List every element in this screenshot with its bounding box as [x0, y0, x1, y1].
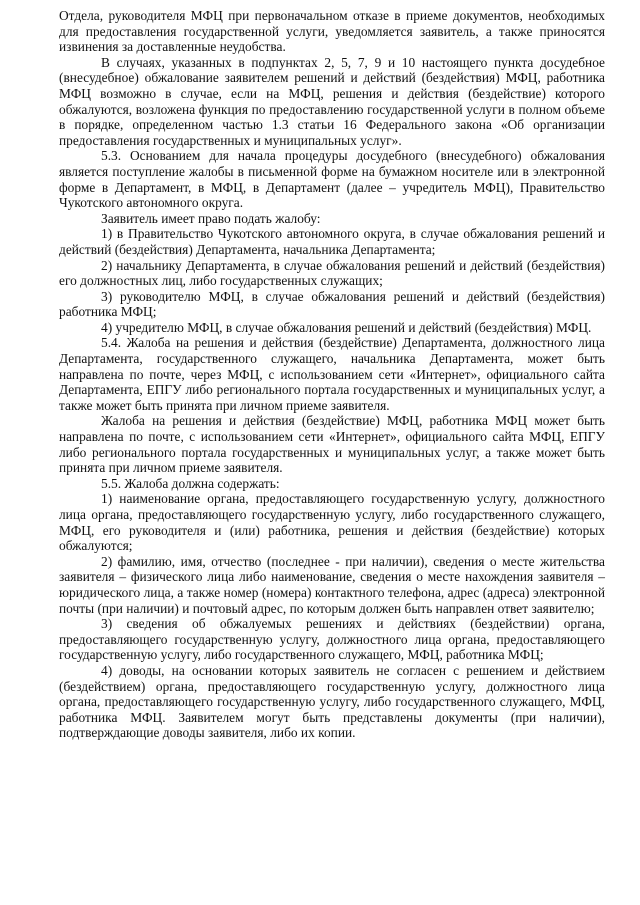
list-item-complaint-3: 3) руководителю МФЦ, в случае обжалования решений и действий (бездействия) работника МФЦ; — [59, 288, 605, 320]
list-item-content-2: 2) фамилию, имя, отчество (последнее - при наличии), сведения о месте жительства заявителя – физического лица либо наименование, сведения о месте нахождения заявителя – юридического лица, а также номер (номера) контактного телефона, адрес (адреса) электронной почты (при наличии) и почтовый адрес, по которым должен быть направлен ответ заявителю; — [59, 553, 605, 616]
paragraph-5-5: 5.5. Жалоба должна содержать: — [101, 475, 280, 491]
list-item-complaint-4: 4) учредителю МФЦ, в случае обжалования решений и действий (бездействия) МФЦ. — [101, 319, 592, 335]
paragraph-continuation: Отдела, руководителя МФЦ при первоначальном отказе в приеме документов, необходимых для предоставления государственной услуги, уведомляется заявитель, а также приносятся извинения за доставленные неудобства. — [59, 8, 605, 55]
paragraph-right-to-complain: Заявитель имеет право подать жалобу: — [101, 210, 321, 226]
paragraph-5-3: 5.3. Основанием для начала процедуры досудебного (внесудебного) обжалования является поступление жалобы в письменной форме на бумажном носителе или в электронной форме в Департамент, в МФЦ, в Департамент (далее – учредитель МФЦ), Правительство Чукотского автономного округа. — [59, 148, 605, 211]
paragraph-mfc-appeal-cases: В случаях, указанных в подпунктах 2, 5, 7, 9 и 10 настоящего пункта досудебное (внесудебное) обжалование заявителем решений и действий (бездействия) МФЦ, работника МФЦ возможно в случае, если на МФЦ, решения и действия (бездействие) которого обжалуются, возложена функция по предоставлению государственной услуги в полном объеме в порядке, определенном частью 1.3 статьи 16 Федерального закона «Об организации предоставления государственных и муниципальных услуг». — [59, 54, 605, 148]
list-item-content-4: 4) доводы, на основании которых заявитель не согласен с решением и действием (бездействием) органа, предоставляющего государственную услугу, должностного лица органа, предоставляющего государственную услугу, либо государственного служащего, МФЦ, работника МФЦ. Заявителем могут быть представлены документы (при наличии), подтверждающие доводы заявителя, либо их копии. — [59, 662, 605, 741]
paragraph-5-4: 5.4. Жалоба на решения и действия (бездействие) Департамента, должностного лица Департамента, государственного служащего, начальника Департамента, может быть направлена по почте, через МФЦ, с использованием сети «Интернет», официального сайта Департамента, ЕПГУ либо регионального портала государственных и муниципальных услуг, а также может быть принята при личном приеме заявителя. — [59, 335, 605, 413]
list-item-content-1: 1) наименование органа, предоставляющего государственную услугу, должностного лица органа, предоставляющего государственную услугу, либо государственного служащего, МФЦ, его руководителя и (или) работника, решения и действия (бездействие) которых обжалуются; — [59, 491, 605, 554]
list-item-content-3: 3) сведения об обжалуемых решениях и действиях (бездействии) органа, предоставляющего государственную услугу, должностного лица органа, предоставляющего государственную услугу, либо государственного служащего, МФЦ, работника МФЦ; — [59, 616, 605, 663]
paragraph-mfc-complaint-channels: Жалоба на решения и действия (бездействие) МФЦ, работника МФЦ может быть направлена по почте, с использованием сети «Интернет», официального сайта МФЦ, ЕПГУ либо регионального портала государственных и муниципальных услуг, а также может быть принята при личном приеме заявителя. — [59, 413, 605, 476]
list-item-complaint-1: 1) в Правительство Чукотского автономного округа, в случае обжалования решений и действий (бездействия) Департамента, начальника Департамента; — [59, 226, 605, 257]
list-item-complaint-2: 2) начальнику Департамента, в случае обжалования решений и действий (бездействия) его должностных лиц, либо государственных служащих; — [59, 257, 605, 289]
document-page — [59, 8, 605, 741]
